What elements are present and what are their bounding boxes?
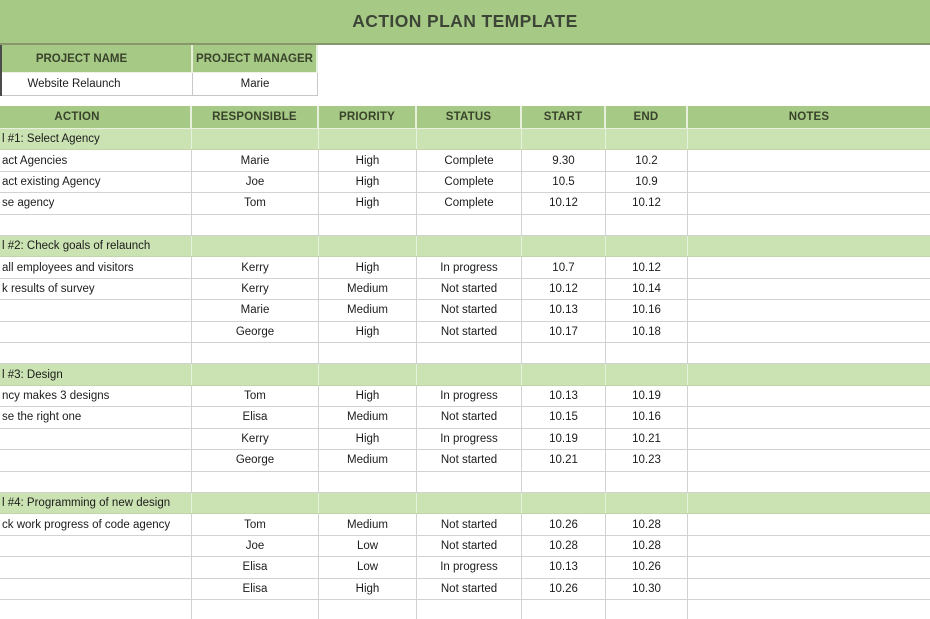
- end-cell[interactable]: 10.21: [606, 429, 688, 449]
- priority-cell[interactable]: Medium: [319, 450, 417, 470]
- section-cell[interactable]: [522, 364, 606, 384]
- notes-cell[interactable]: [688, 536, 930, 556]
- start-cell[interactable]: [522, 600, 606, 619]
- table-row: [0, 343, 930, 364]
- status-cell[interactable]: Complete: [417, 172, 522, 192]
- status-cell[interactable]: Complete: [417, 150, 522, 170]
- status-cell[interactable]: In progress: [417, 257, 522, 277]
- priority-cell[interactable]: Medium: [319, 514, 417, 534]
- status-cell[interactable]: Not started: [417, 279, 522, 299]
- section-cell[interactable]: [319, 236, 417, 256]
- section-cell[interactable]: [688, 493, 930, 513]
- title-banner: [0, 0, 930, 45]
- section-label[interactable]: l #3: Design: [0, 364, 192, 384]
- notes-cell[interactable]: [688, 557, 930, 577]
- project-name-header: PROJECT NAME: [2, 45, 193, 72]
- column-header-status[interactable]: STATUS: [417, 106, 522, 128]
- start-cell[interactable]: 10.15: [522, 407, 606, 427]
- table-row: [0, 215, 930, 236]
- column-header-action[interactable]: ACTION: [0, 106, 192, 128]
- table-row: [0, 193, 930, 214]
- status-cell[interactable]: In progress: [417, 557, 522, 577]
- table-row: [0, 150, 930, 171]
- responsible-cell[interactable]: Joe: [192, 536, 319, 556]
- status-cell[interactable]: Not started: [417, 300, 522, 320]
- responsible-cell[interactable]: [192, 600, 319, 619]
- section-cell[interactable]: [319, 493, 417, 513]
- action-cell[interactable]: [0, 215, 192, 235]
- end-cell[interactable]: 10.16: [606, 407, 688, 427]
- status-cell[interactable]: Not started: [417, 450, 522, 470]
- column-header-notes[interactable]: NOTES: [788, 111, 830, 123]
- project-manager-cell[interactable]: Marie: [193, 73, 318, 95]
- section-cell[interactable]: [417, 364, 522, 384]
- action-cell[interactable]: [0, 557, 192, 577]
- start-cell[interactable]: [522, 343, 606, 363]
- notes-cell[interactable]: [688, 172, 930, 192]
- priority-cell[interactable]: Medium: [319, 279, 417, 299]
- responsible-cell[interactable]: Kerry: [192, 279, 319, 299]
- responsible-cell[interactable]: Tom: [192, 514, 319, 534]
- table-row: [0, 557, 930, 578]
- section-label[interactable]: l #2: Check goals of relaunch: [0, 236, 192, 256]
- section-label[interactable]: l #1: Select Agency: [0, 129, 192, 149]
- end-cell[interactable]: 10.18: [606, 322, 688, 342]
- end-cell[interactable]: [606, 600, 688, 619]
- start-cell[interactable]: 10.5: [522, 172, 606, 192]
- end-cell[interactable]: 10.28: [606, 514, 688, 534]
- page-title: ACTION PLAN TEMPLATE: [352, 11, 578, 31]
- table-row: [0, 257, 930, 278]
- section-header-row: [0, 129, 930, 150]
- responsible-cell[interactable]: Elisa: [192, 579, 319, 599]
- status-cell[interactable]: Complete: [417, 193, 522, 213]
- priority-cell[interactable]: Medium: [319, 407, 417, 427]
- action-cell[interactable]: [0, 343, 192, 363]
- priority-cell[interactable]: [319, 600, 417, 619]
- action-cell[interactable]: [0, 450, 192, 470]
- start-cell[interactable]: [522, 215, 606, 235]
- section-cell[interactable]: [417, 129, 522, 149]
- status-cell[interactable]: [417, 215, 522, 235]
- action-cell[interactable]: k results of survey: [0, 279, 192, 299]
- table-row: [0, 450, 930, 471]
- section-cell[interactable]: [522, 129, 606, 149]
- table-row: [0, 600, 930, 619]
- action-cell[interactable]: all employees and visitors: [0, 257, 192, 277]
- notes-cell[interactable]: [688, 322, 930, 342]
- table-row: [0, 514, 930, 535]
- section-cell[interactable]: [417, 236, 522, 256]
- status-cell[interactable]: Not started: [417, 322, 522, 342]
- table-row: [0, 407, 930, 428]
- table-body: [0, 129, 930, 619]
- section-cell[interactable]: [606, 364, 688, 384]
- table-row: [0, 279, 930, 300]
- section-cell[interactable]: [319, 364, 417, 384]
- responsible-cell[interactable]: George: [192, 450, 319, 470]
- section-label[interactable]: l #4: Programming of new design: [0, 493, 192, 513]
- action-cell[interactable]: act existing Agency: [0, 172, 192, 192]
- end-cell[interactable]: 10.12: [606, 193, 688, 213]
- table-row: [0, 300, 930, 321]
- responsible-cell[interactable]: [192, 343, 319, 363]
- responsible-cell[interactable]: Tom: [192, 386, 319, 406]
- responsible-cell[interactable]: Joe: [192, 172, 319, 192]
- notes-cell[interactable]: [688, 300, 930, 320]
- start-cell[interactable]: [522, 472, 606, 492]
- priority-cell[interactable]: High: [319, 150, 417, 170]
- start-cell[interactable]: 10.13: [522, 386, 606, 406]
- action-cell[interactable]: [0, 322, 192, 342]
- status-cell[interactable]: [417, 343, 522, 363]
- section-cell[interactable]: [417, 493, 522, 513]
- responsible-cell[interactable]: George: [192, 322, 319, 342]
- status-cell[interactable]: Not started: [417, 407, 522, 427]
- priority-cell[interactable]: High: [319, 193, 417, 213]
- section-cell[interactable]: [688, 236, 930, 256]
- section-header-row: [0, 493, 930, 514]
- priority-cell[interactable]: High: [319, 322, 417, 342]
- action-cell[interactable]: [0, 472, 192, 492]
- responsible-cell[interactable]: Marie: [192, 300, 319, 320]
- notes-cell[interactable]: [688, 472, 930, 492]
- priority-cell[interactable]: High: [319, 172, 417, 192]
- priority-cell[interactable]: High: [319, 579, 417, 599]
- end-cell[interactable]: 10.2: [606, 150, 688, 170]
- end-cell[interactable]: 10.14: [606, 279, 688, 299]
- project-info-table: [0, 45, 318, 96]
- column-header-end[interactable]: END: [606, 106, 688, 128]
- end-cell[interactable]: [606, 343, 688, 363]
- section-cell[interactable]: [192, 129, 319, 149]
- status-cell[interactable]: Not started: [417, 536, 522, 556]
- action-cell[interactable]: ck work progress of code agency: [0, 514, 192, 534]
- status-cell[interactable]: In progress: [417, 429, 522, 449]
- priority-cell[interactable]: Medium: [319, 300, 417, 320]
- table-row: [0, 172, 930, 193]
- action-cell[interactable]: se agency: [0, 193, 192, 213]
- notes-cell[interactable]: [688, 150, 930, 170]
- table-row: [0, 472, 930, 493]
- end-cell[interactable]: 10.12: [606, 257, 688, 277]
- action-cell[interactable]: [0, 579, 192, 599]
- start-cell[interactable]: 10.17: [522, 322, 606, 342]
- column-header-responsible[interactable]: RESPONSIBLE: [192, 106, 319, 128]
- start-cell[interactable]: 10.21: [522, 450, 606, 470]
- action-cell[interactable]: [0, 300, 192, 320]
- column-header-start[interactable]: START: [522, 106, 606, 128]
- notes-cell[interactable]: [688, 257, 930, 277]
- end-cell[interactable]: 10.19: [606, 386, 688, 406]
- priority-cell[interactable]: Low: [319, 557, 417, 577]
- start-cell[interactable]: 10.26: [522, 514, 606, 534]
- priority-cell[interactable]: [319, 343, 417, 363]
- table-header-row: [0, 106, 930, 129]
- end-cell[interactable]: [606, 215, 688, 235]
- status-cell[interactable]: Not started: [417, 514, 522, 534]
- table-row: [0, 386, 930, 407]
- table-row: [0, 536, 930, 557]
- start-cell[interactable]: 10.12: [522, 279, 606, 299]
- start-cell[interactable]: 10.12: [522, 193, 606, 213]
- start-cell[interactable]: 10.26: [522, 579, 606, 599]
- table-row: [0, 429, 930, 450]
- start-cell[interactable]: 10.19: [522, 429, 606, 449]
- section-cell[interactable]: [606, 493, 688, 513]
- section-header-row: [0, 364, 930, 385]
- section-cell[interactable]: [192, 364, 319, 384]
- notes-cell[interactable]: [688, 193, 930, 213]
- start-cell[interactable]: 10.13: [522, 557, 606, 577]
- section-cell[interactable]: [606, 236, 688, 256]
- responsible-cell[interactable]: Marie: [192, 150, 319, 170]
- action-cell[interactable]: act Agencies: [0, 150, 192, 170]
- end-cell[interactable]: 10.26: [606, 557, 688, 577]
- notes-cell[interactable]: [688, 386, 930, 406]
- priority-cell[interactable]: High: [319, 386, 417, 406]
- action-cell[interactable]: se the right one: [0, 407, 192, 427]
- section-header-row: [0, 236, 930, 257]
- end-cell[interactable]: [606, 472, 688, 492]
- end-cell[interactable]: 10.30: [606, 579, 688, 599]
- notes-cell[interactable]: [688, 600, 930, 619]
- notes-cell[interactable]: [688, 279, 930, 299]
- start-cell[interactable]: 10.7: [522, 257, 606, 277]
- responsible-cell[interactable]: [192, 215, 319, 235]
- table-row: [0, 579, 930, 600]
- action-cell[interactable]: [0, 600, 192, 619]
- section-cell[interactable]: [688, 129, 930, 149]
- section-cell[interactable]: [688, 364, 930, 384]
- table-row: [0, 322, 930, 343]
- project-manager-header: PROJECT MANAGER: [193, 45, 318, 72]
- notes-cell[interactable]: [688, 579, 930, 599]
- responsible-cell[interactable]: Kerry: [192, 429, 319, 449]
- start-cell[interactable]: 10.28: [522, 536, 606, 556]
- status-cell[interactable]: In progress: [417, 386, 522, 406]
- status-cell[interactable]: [417, 600, 522, 619]
- notes-cell[interactable]: [688, 343, 930, 363]
- responsible-cell[interactable]: Elisa: [192, 407, 319, 427]
- action-cell[interactable]: [0, 536, 192, 556]
- priority-cell[interactable]: High: [319, 257, 417, 277]
- section-cell[interactable]: [192, 493, 319, 513]
- action-plan-table: [0, 106, 930, 619]
- project-name-cell[interactable]: Website Relaunch: [2, 73, 193, 95]
- end-cell[interactable]: 10.23: [606, 450, 688, 470]
- status-cell[interactable]: Not started: [417, 579, 522, 599]
- column-header-priority[interactable]: PRIORITY: [319, 106, 417, 128]
- priority-cell[interactable]: High: [319, 429, 417, 449]
- priority-cell[interactable]: [319, 472, 417, 492]
- responsible-cell[interactable]: Kerry: [192, 257, 319, 277]
- priority-cell[interactable]: Low: [319, 536, 417, 556]
- section-cell[interactable]: [522, 493, 606, 513]
- end-cell[interactable]: 10.16: [606, 300, 688, 320]
- notes-cell[interactable]: [688, 407, 930, 427]
- responsible-cell[interactable]: Elisa: [192, 557, 319, 577]
- section-cell[interactable]: [192, 236, 319, 256]
- responsible-cell[interactable]: [192, 472, 319, 492]
- notes-cell[interactable]: [688, 514, 930, 534]
- action-cell[interactable]: ncy makes 3 designs: [0, 386, 192, 406]
- section-cell[interactable]: [606, 129, 688, 149]
- end-cell[interactable]: 10.28: [606, 536, 688, 556]
- status-cell[interactable]: [417, 472, 522, 492]
- responsible-cell[interactable]: Tom: [192, 193, 319, 213]
- section-cell[interactable]: [319, 129, 417, 149]
- section-cell[interactable]: [522, 236, 606, 256]
- start-cell[interactable]: 10.13: [522, 300, 606, 320]
- project-header-row: [2, 45, 318, 73]
- project-value-row: [2, 73, 318, 96]
- priority-cell[interactable]: [319, 215, 417, 235]
- notes-cell[interactable]: [688, 215, 930, 235]
- start-cell[interactable]: 9.30: [522, 150, 606, 170]
- action-cell[interactable]: [0, 429, 192, 449]
- notes-cell[interactable]: [688, 429, 930, 449]
- notes-cell[interactable]: [688, 450, 930, 470]
- end-cell[interactable]: 10.9: [606, 172, 688, 192]
